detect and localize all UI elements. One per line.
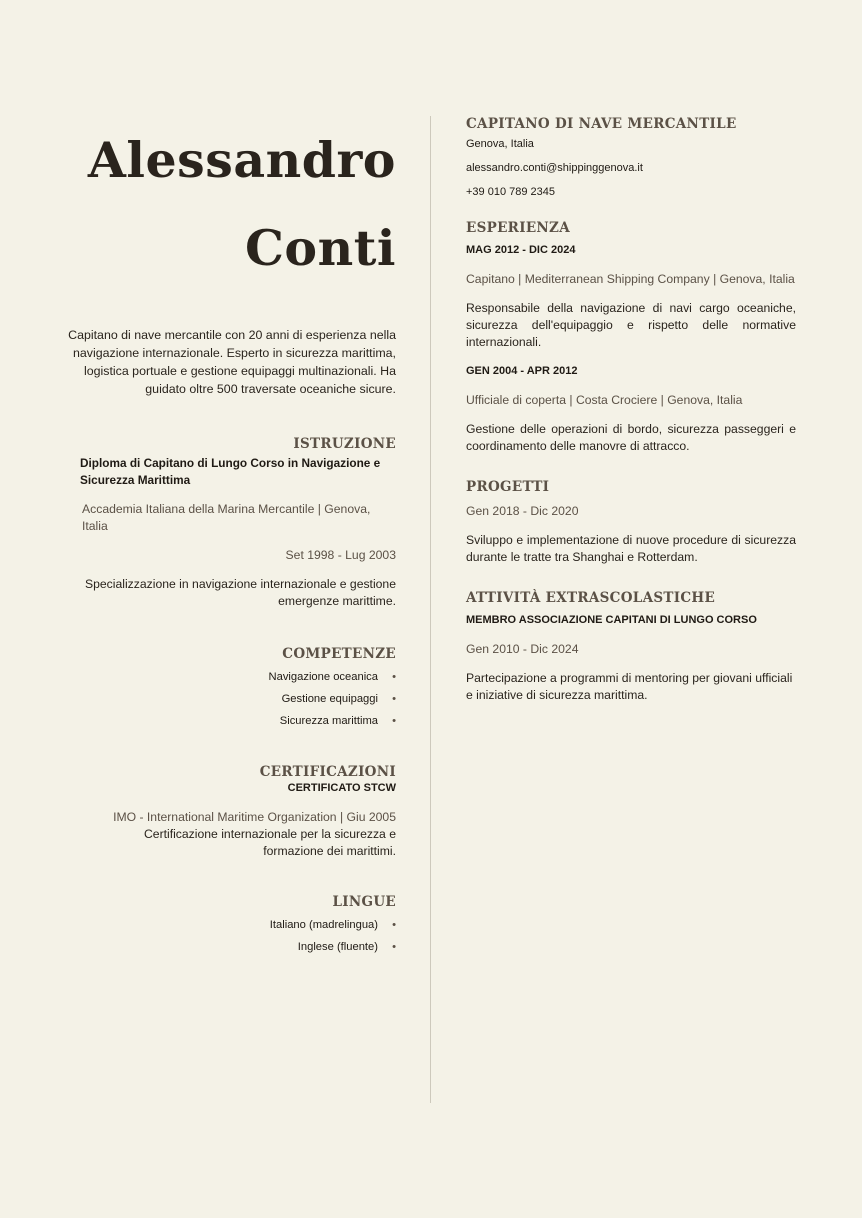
bullet-icon: • xyxy=(392,941,396,953)
bullet-icon: • xyxy=(392,671,396,683)
bullet-icon: • xyxy=(392,715,396,727)
education-section xyxy=(60,436,396,610)
experience-role: Ufficiale di coperta | Costa Crociere | Genova, Italia xyxy=(466,393,743,407)
experience-entry xyxy=(466,363,796,455)
languages-heading: LINGUE xyxy=(332,894,396,910)
skill-label: Sicurezza marittima xyxy=(279,715,378,727)
projects-section xyxy=(466,479,796,566)
language-label: Inglese (fluente) xyxy=(297,941,378,953)
bullet-icon: • xyxy=(392,919,396,931)
skill-item xyxy=(60,688,396,710)
contact-email[interactable]: alessandro.conti@shippinggenova.it xyxy=(466,162,643,174)
certifications-heading: CERTIFICAZIONI xyxy=(259,764,396,780)
language-label: Italiano (madrelingua) xyxy=(269,919,378,931)
education-heading: ISTRUZIONE xyxy=(293,436,396,452)
education-dates: Set 1998 - Lug 2003 xyxy=(285,548,396,562)
projects-heading: PROGETTI xyxy=(466,479,550,495)
activity-title: MEMBRO ASSOCIAZIONE CAPITANI DI LUNGO CORSO xyxy=(466,614,757,626)
skill-item xyxy=(60,710,396,732)
experience-role: Capitano | Mediterranean Shipping Company | Genova, Italia xyxy=(466,272,795,286)
experience-heading: ESPERIENZA xyxy=(466,220,570,236)
bullet-icon: • xyxy=(392,693,396,705)
experience-entry xyxy=(466,242,796,351)
languages-section xyxy=(60,894,396,958)
skills-heading: COMPETENZE xyxy=(282,646,396,662)
education-description: Specializzazione in navigazione internazionale e gestione emergenze marittime. xyxy=(85,577,396,608)
contact-location: Genova, Italia xyxy=(466,138,534,150)
certifications-section xyxy=(60,764,396,860)
experience-section xyxy=(466,220,796,455)
experience-dates: MAG 2012 - DIC 2024 xyxy=(466,244,576,256)
column-divider xyxy=(430,116,431,1103)
skill-item xyxy=(60,666,396,688)
education-degree: Diploma di Capitano di Lungo Corso in Navigazione e Sicurezza Marittima xyxy=(80,456,381,487)
contact-section xyxy=(466,116,796,200)
language-item xyxy=(60,936,396,958)
certification-issuer: IMO - International Maritime Organization | Giu 2005 xyxy=(113,810,396,824)
activity-description: Partecipazione a programmi di mentoring per giovani ufficiali e iniziative di sicurezza marittima. xyxy=(466,671,793,702)
certification-description: Certificazione internazionale per la sicurezza e formazione dei marittimi. xyxy=(143,827,396,858)
contact-phone: +39 010 789 2345 xyxy=(466,186,556,198)
education-school: Accademia Italiana della Marina Mercantile | Genova, Italia xyxy=(82,502,371,533)
activities-heading: ATTIVITÀ EXTRASCOLASTICHE xyxy=(466,590,716,606)
experience-description: Gestione delle operazioni di bordo, sicurezza passeggeri e coordinamento delle manovre di attracco. xyxy=(466,422,796,453)
project-description: Sviluppo e implementazione di nuove procedure di sicurezza durante le tratte tra Shanghai e Rotterdam. xyxy=(466,533,796,564)
right-column xyxy=(466,116,796,704)
name-last: Conti xyxy=(244,219,396,277)
activity-dates: Gen 2010 - Dic 2024 xyxy=(466,642,579,656)
job-title: CAPITANO DI NAVE MERCANTILE xyxy=(466,116,737,132)
skill-label: Gestione equipaggi xyxy=(281,693,378,705)
name-first: Alessandro xyxy=(87,131,396,189)
skill-label: Navigazione oceanica xyxy=(268,671,378,683)
project-dates: Gen 2018 - Dic 2020 xyxy=(466,504,579,518)
activities-section xyxy=(466,590,796,704)
language-item xyxy=(60,914,396,936)
certification-title: CERTIFICATO STCW xyxy=(287,782,396,794)
skills-section xyxy=(60,646,396,732)
left-column xyxy=(60,116,396,958)
experience-dates: GEN 2004 - APR 2012 xyxy=(466,365,578,377)
profile-summary: Capitano di nave mercantile con 20 anni di esperienza nella navigazione internazionale. Esperto in sicurezza marittima, logistica portuale e gestione equipaggi multinazionali. Ha guidato oltre 500 traversate oceaniche sicure. xyxy=(68,328,396,396)
experience-description: Responsabile della navigazione di navi cargo oceaniche, sicurezza dell'equipaggio e rispetto delle normative internazionali. xyxy=(466,301,796,349)
